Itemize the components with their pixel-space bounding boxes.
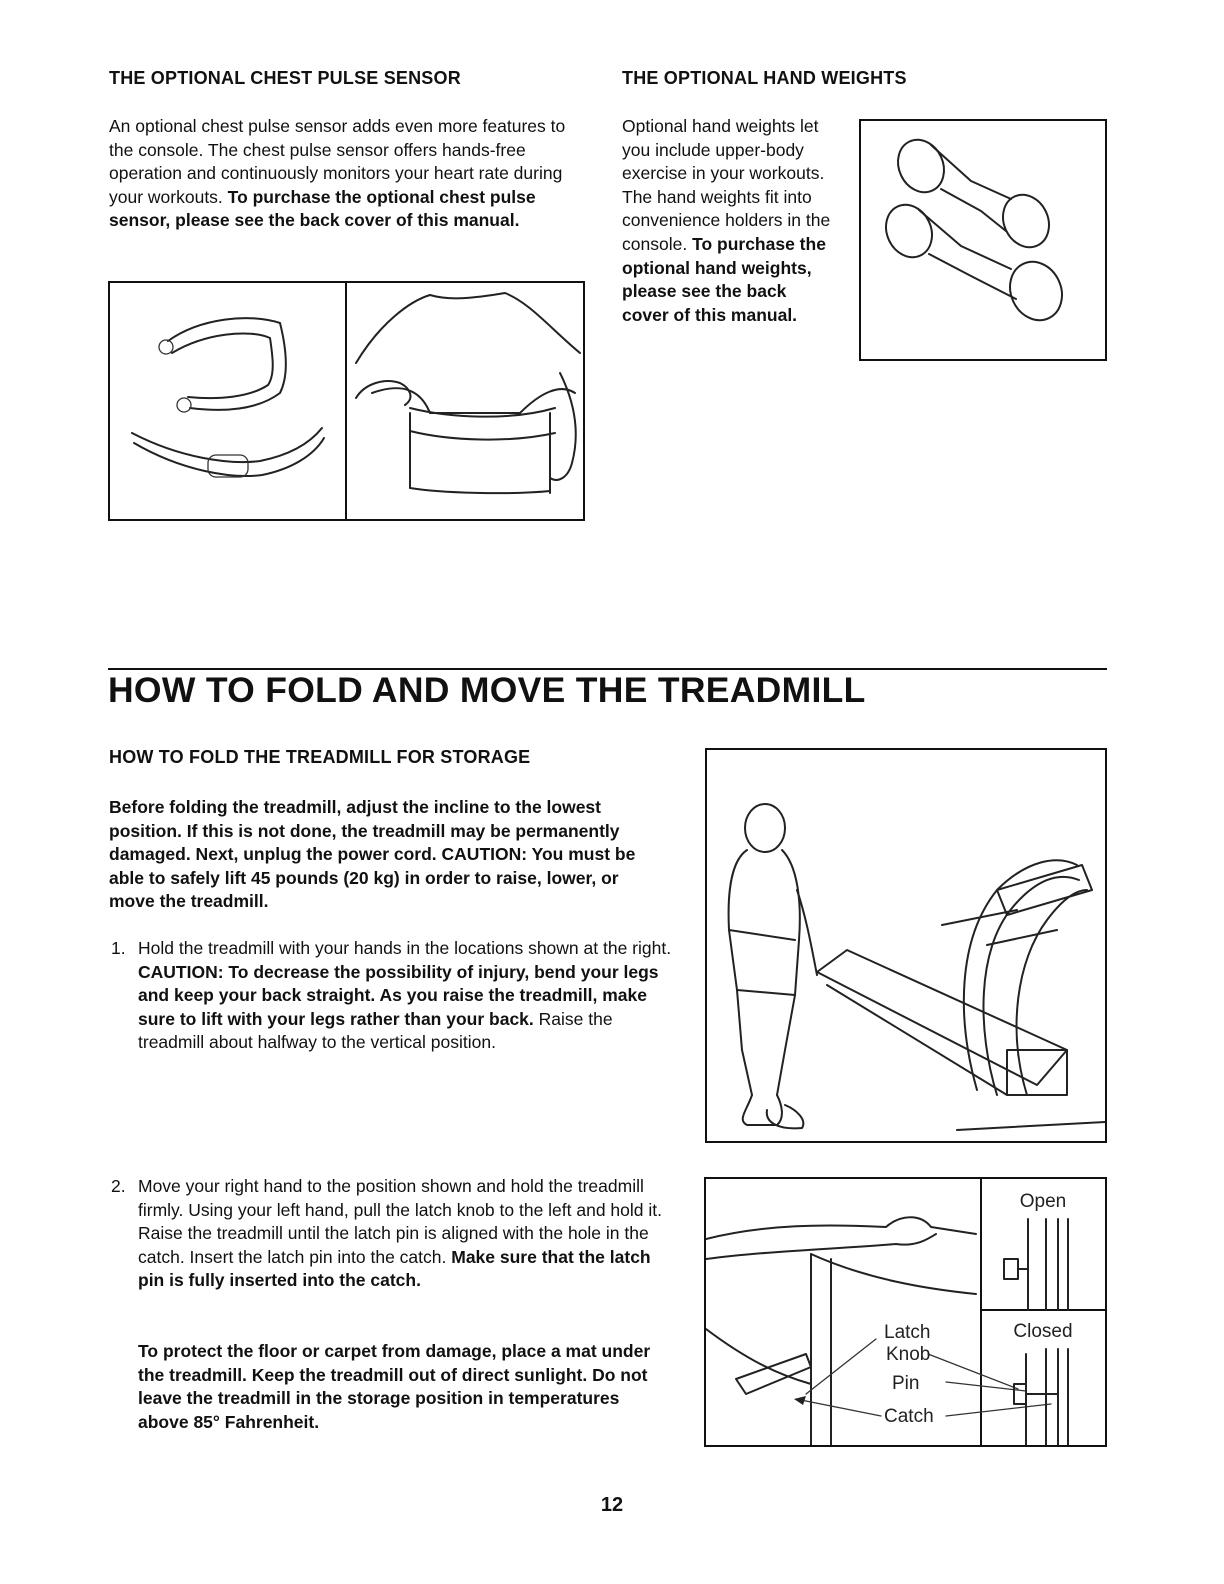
section-title: HOW TO FOLD AND MOVE THE TREADMILL [108, 670, 866, 710]
label-closed: Closed [1013, 1321, 1073, 1342]
fold-treadmill-illustration [705, 748, 1107, 1143]
dumbbell-top [890, 132, 1058, 255]
page-number: 12 [600, 1494, 624, 1516]
fold-warning: Before folding the treadmill, adjust the incline to the lowest position. If this is not done, the treadmill may be permanently damaged. Next, unplug the power cord. CAUTION: You must be able to safely lift 45 pounds (20 kg) in order to raise, lower, or move the treadmill. [109, 797, 636, 912]
chest-strap-drawing [110, 283, 583, 519]
fold-subheading: HOW TO FOLD THE TREADMILL FOR STORAGE [109, 747, 531, 767]
latch-pin-drawing [706, 1179, 1105, 1445]
hand-weights-illustration [859, 119, 1107, 361]
step-1-intro: Hold the treadmill with your hands in the locations shown at the right. [138, 938, 672, 958]
chest-sensor-text: An optional chest pulse sensor adds even more features to the console. The chest pulse sensor offers hands-free operation and continuously monitors your heart rate during your workouts. [109, 116, 566, 207]
step-2-latch-note: Make sure that the latch pin is fully inserted into the catch. [138, 1246, 651, 1291]
label-open: Open [1019, 1191, 1067, 1212]
step-2-intro: Move your right hand to the position shown and hold the treadmill firmly. Using your left hand, pull the latch knob to the left and hold it. Raise the treadmill until the latch pin is aligned with the hole in the catch. Insert the latch pin into the catch. [138, 1176, 662, 1267]
hand-weights-purchase-note: To purchase the optional hand weights, please see the back cover of this manual. [622, 233, 826, 325]
latch-illustration [704, 1177, 1107, 1447]
step-1-caution: CAUTION: To decrease the possibility of injury, bend your legs and keep your back straight. As you raise the treadmill, make sure to lift with your legs rather than your back. [138, 961, 659, 1029]
chest-sensor-heading: THE OPTIONAL CHEST PULSE SENSOR [109, 68, 461, 88]
dumbbell-bottom [878, 197, 1072, 329]
step-1-text [138, 937, 678, 1055]
label-latch: Latch [884, 1322, 931, 1343]
label-catch: Catch [884, 1406, 934, 1427]
label-pin: Pin [892, 1373, 920, 1394]
step-2-text [138, 1175, 668, 1293]
dumbbells-drawing [861, 121, 1105, 359]
chest-sensor-paragraph [109, 115, 589, 233]
chest-sensor-purchase-note: To purchase the optional chest pulse sensor, please see the back cover of this manual. [109, 186, 536, 231]
hand-weights-heading: THE OPTIONAL HAND WEIGHTS [622, 68, 907, 88]
chest-sensor-illustration [108, 281, 585, 521]
hand-weights-text: Optional hand weights let you include upper-body exercise in your workouts. The hand weights fit into convenience holders in the console. [622, 116, 831, 254]
person-lifting-treadmill-drawing [707, 750, 1105, 1141]
hand-weights-paragraph [622, 115, 836, 327]
label-knob: Knob [886, 1344, 931, 1365]
floor-protection-note: To protect the floor or carpet from damage, place a mat under the treadmill. Keep the treadmill out of direct sunlight. Do not leave the treadmill in the storage position in temperatures above 85° Fahrenheit. [138, 1341, 651, 1432]
step-2-number: 2. [111, 1176, 126, 1196]
step-1-outro: Raise the treadmill about halfway to the vertical position. [138, 1008, 613, 1053]
step-1-number: 1. [111, 938, 126, 958]
